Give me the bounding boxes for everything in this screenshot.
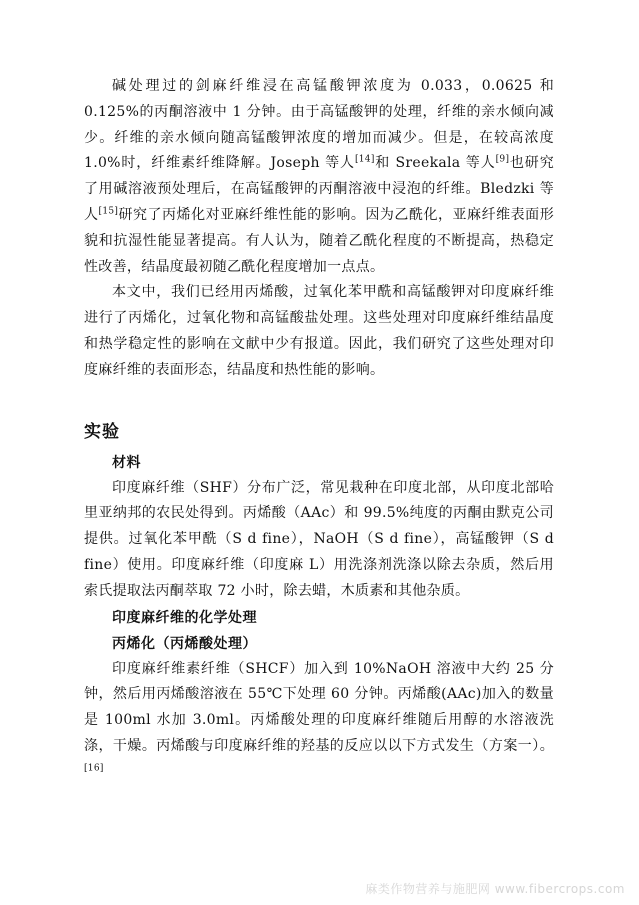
paragraph-text: 也研究了用碱溶液预处理后，在高锰酸钾的丙酮溶液中浸泡的纤维。Bledzki 等人 <box>84 155 554 223</box>
paragraph-materials: 印度麻纤维（SHF）分布广泛，常见栽种在印度北部，从印度北部哈里亚纳邦的农民处得到。丙烯酸（AAc）和 99.5%纯度的丙酮由默克公司提供。过氧化苯甲酰（S d fine），NaOH（S d fine），高锰酸钾（S d fine）使用。印度麻纤维（印度麻 L）用洗涤剂洗涤以除去杂质，然后用索氏提取法丙酮萃取 72 小时，除去蜡，木质素和其他杂质。 <box>84 479 554 599</box>
page-content <box>84 74 554 786</box>
paragraph-text: 印度麻纤维素纤维（SHCF）加入到 10%NaOH 溶液中大约 25 分钟，然后用丙烯酸溶液在 55℃下处理 60 分钟。丙烯酸(AAc)加入的数量是 100ml 水加 3.0ml。丙烯酸处理的印度麻纤维随后用醇的水溶液洗涤，干燥。丙烯酸与印度麻纤维的羟基的反应以以下方式发生（方案一）。 <box>84 660 554 754</box>
paragraph-this-work: 本文中，我们已经用丙烯酸，过氧化苯甲酰和高锰酸钾对印度麻纤维进行了丙烯化，过氧化物和高锰酸盐处理。这些处理对印度麻纤维结晶度和热学稳定性的影响在文献中少有报道。因此，我们研究了这些处理对印度麻纤维的表面形态，结晶度和热性能的影响。 <box>84 284 554 378</box>
subheading-materials: 材料 <box>112 454 141 471</box>
paragraph-text: 和 Sreekala 等人 <box>374 155 496 172</box>
subheading-chemical-treatment: 印度麻纤维的化学处理 <box>112 609 257 626</box>
paragraph-acrylation <box>84 657 554 786</box>
site-watermark: 麻类作物营养与施肥网 www.fibercrops.com <box>365 882 625 896</box>
citation-ref: [14] <box>354 154 375 165</box>
paragraph-text: 研究了丙烯化对亚麻纤维性能的影响。因为乙酰化，亚麻纤维表面形貌和抗湿性能显著提高。有人认为，随着乙酰化程度的不断提高，热稳定性改善，结晶度最初随乙酰化程度增加一点点。 <box>84 206 554 275</box>
paragraph-text: 碱处理过的剑麻纤维浸在高锰酸钾浓度为 0.033，0.0625 和 0.125%的丙酮溶液中 1 分钟。由于高锰酸钾的处理，纤维的亲水倾向减少。纤维的亲水倾向随高锰酸钾浓度的增加而减少。但是，在较高浓度 1.0%时，纤维素纤维降解。Joseph 等人 <box>84 78 554 172</box>
paragraph-alkali-treatment <box>84 74 554 280</box>
subheading-acrylation: 丙烯化（丙烯酸处理） <box>112 635 257 652</box>
section-heading-experiment: 实验 <box>84 421 120 442</box>
citation-ref: [9] <box>495 154 510 165</box>
citation-ref: [16] <box>84 763 104 774</box>
citation-ref: [15] <box>98 206 119 217</box>
